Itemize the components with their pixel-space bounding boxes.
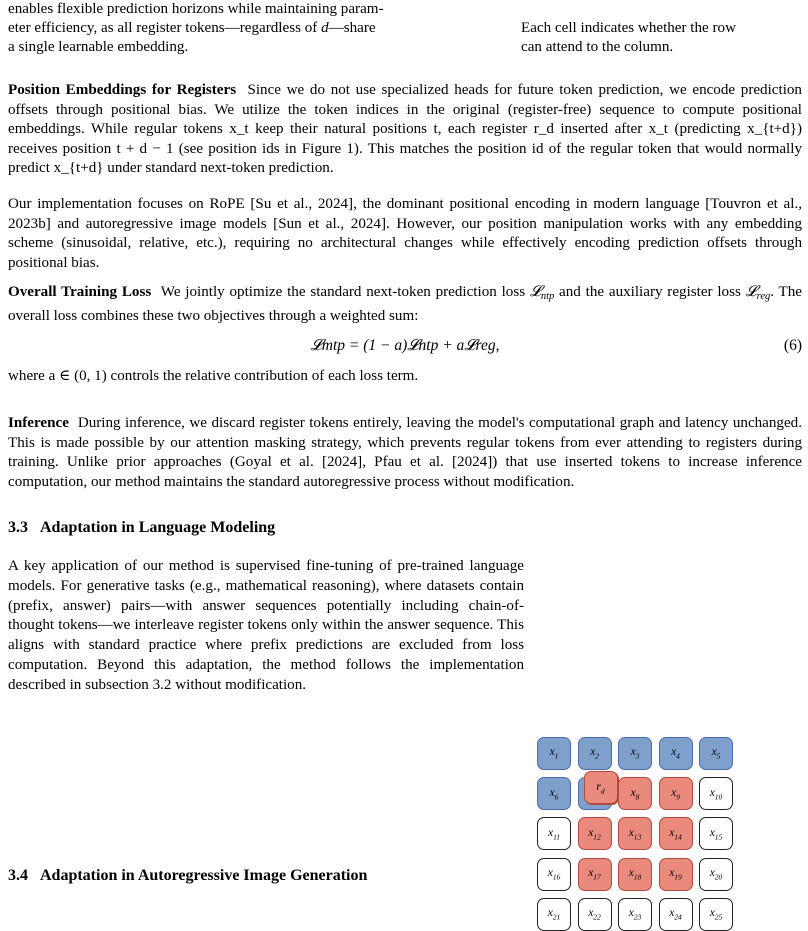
grid-cell-x20 <box>699 858 733 891</box>
grid-cell-x15 <box>699 817 733 850</box>
inference-heading: Inference <box>8 415 69 431</box>
position-embeddings-text: Since we do not use specialized heads for future token prediction, we encode prediction offsets through positional bias. We utilize the token indices in the original (register-free) sequence to compute positional embeddings. While regular tokens x_t keep their natural positions t, each register r_d inserted after x_t (predicting x_{t+d}) receives position t + d − 1 (see position ids in Figure 1). This matches the position id of the regular token that would normally predict x_{t+d} under standard next-token prediction. <box>8 82 802 176</box>
grid-cell-x23 <box>618 898 652 931</box>
grid-cell-x4 <box>659 737 693 770</box>
grid-cell-label: $x_8$ <box>630 786 640 801</box>
fragment-line-3: a single learnable embedding. <box>8 39 189 55</box>
grid-cell-label: $x_{16}$ <box>547 866 561 882</box>
grid-cell-x24 <box>659 898 693 931</box>
grid-cell-x17 <box>578 858 612 891</box>
grid-cell-x25 <box>699 898 733 931</box>
caption-line-1: Each cell indicates whether the row <box>521 20 736 36</box>
position-embeddings-heading: Position Embeddings for Registers <box>8 82 237 98</box>
equation-6 <box>8 337 802 359</box>
rope-paragraph: Our implementation focuses on RoPE [Su et al., 2024], the dominant positional encoding in modern language [Touvron et al., 2023b] and autoregressive image models [Sun et al., 2024]. However, our position manipulation works with any embedding scheme (sinusoidal, relative, etc.), requiring no architectural changes while effectively encoding prediction offsets through positional bias. <box>8 196 802 271</box>
grid-cell-label: $x_{18}$ <box>628 866 642 882</box>
grid-cell-x18 <box>618 858 652 891</box>
grid-cell-label: $x_{19}$ <box>669 866 682 882</box>
top-left-fragment <box>8 0 504 57</box>
grid-cell-label: $x_1$ <box>549 746 559 761</box>
position-embeddings-paragraph <box>8 81 802 179</box>
where-text: where a ∈ (0, 1) controls the relative contribution of each loss term. <box>8 368 419 384</box>
section-3-3-text: A key application of our method is supervised fine-tuning of pre-trained language models. For generative tasks (e.g., mathematical reasoning), where datasets contain (prefix, answer) pairs—with answer sequences potentially including chain-of-thought tokens—we interleave register tokens only within the answer sequence. This aligns with standard practice where prefix predictions are excluded from loss computation. Beyond this adaptation, the method follows the implementation described in subsection 3.2 without modification. <box>8 558 524 693</box>
training-loss-paragraph: Overall Training Loss We jointly optimize the standard next-token prediction loss 𝓛$_{ntp}$ and the auxiliary register loss 𝓛$_{reg}$. The overall loss combines these two objectives through a weighted sum: <box>8 284 802 324</box>
equation-number: (6) <box>783 337 802 354</box>
grid-cell-label: $x_{15}$ <box>709 826 723 842</box>
grid-cell-label: $x_{21}$ <box>547 907 561 922</box>
grid-cell-x21 <box>537 898 571 931</box>
register-label: $r_d$ <box>596 780 605 795</box>
grid-cell-x9 <box>659 777 693 810</box>
fragment-line-2: eter efficiency, as all register tokens—regardless of d—share <box>8 20 376 36</box>
grid-cell-label: $x_5$ <box>711 746 721 761</box>
figure-caption-fragment <box>521 19 801 57</box>
fragment-line-1: enables flexible prediction horizons while maintaining param- <box>8 1 384 17</box>
grid-cell-label: $x_{22}$ <box>588 907 601 922</box>
grid-cell-label: $x_4$ <box>671 746 680 761</box>
grid-cell-x19 <box>659 858 693 891</box>
training-loss-heading: Overall Training Loss <box>8 284 152 300</box>
grid-cell-label: $x_{10}$ <box>709 786 723 801</box>
grid-cell-label: $x_{24}$ <box>669 907 682 922</box>
grid-cell-label: $x_6$ <box>549 786 559 801</box>
grid-cell-x10 <box>699 777 733 810</box>
grid-cell-x5 <box>699 737 733 770</box>
grid-cell-x2 <box>578 737 612 770</box>
grid-cell-label: $x_2$ <box>590 746 599 761</box>
inference-text: During inference, we discard register tokens entirely, leaving the model's computational graph and latency unchanged. This is made possible by our attention masking strategy, which prevents regular tokens from ever attending to registers during training. Unlike prior approaches (Goyal et al. [2024], Pfau et al. [2024]) that use inserted tokens to increase inference computation, our method maintains the standard autoregressive process without modification. <box>8 415 802 490</box>
caption-line-2: can attend to the column. <box>521 39 674 55</box>
grid-cell-x11 <box>537 817 571 850</box>
grid-cell-x8 <box>618 777 652 810</box>
grid-cell-x6 <box>537 777 571 810</box>
section-3-3-heading: 3.3 Adaptation in Language Modeling <box>8 519 276 536</box>
grid-cell-label: $x_{13}$ <box>628 826 642 842</box>
grid-cell-x13 <box>618 817 652 850</box>
grid-cell-label: $x_{11}$ <box>547 826 561 842</box>
section-3-4-heading: 3.4 Adaptation in Autoregressive Image Generation <box>8 867 368 884</box>
grid-cell-label: $x_9$ <box>671 786 680 801</box>
grid-cell-x22 <box>578 898 612 931</box>
grid-cell-label: $x_{23}$ <box>628 907 642 922</box>
grid-cell-label: $x_{25}$ <box>709 907 723 922</box>
grid-cell-x12 <box>578 817 612 850</box>
equation-body: 𝓛mtp = (1 − a)𝓛ntp + a𝓛reg, <box>310 337 500 354</box>
grid-cell-label: $x_{12}$ <box>588 826 601 842</box>
grid-cell-label: $x_3$ <box>630 746 640 761</box>
grid-cell-x16 <box>537 858 571 891</box>
grid-cell-x3 <box>618 737 652 770</box>
grid-cell-x14 <box>659 817 693 850</box>
grid-cell-label: $x_{14}$ <box>669 826 682 842</box>
inference-paragraph <box>8 414 802 492</box>
grid-cell-label: $x_{17}$ <box>588 866 601 882</box>
grid-cell-label: $x_{20}$ <box>709 866 723 882</box>
register-token-cell <box>584 771 618 804</box>
grid-cell-x1 <box>537 737 571 770</box>
